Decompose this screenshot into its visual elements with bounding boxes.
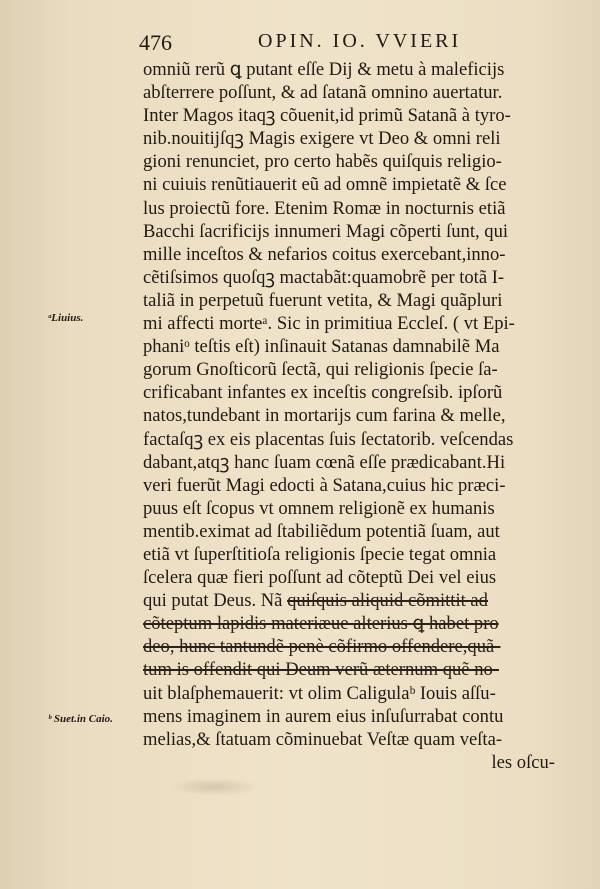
text-line: taliã in perpetuũ fuerunt vetita, & Magi quãpluri (143, 289, 503, 311)
text-line: mentib.eximat ad ſtabiliẽdum potentiã ſuam, aut (143, 520, 500, 542)
text-line: phaniᵒ teſtis eſt) inſinauit Satanas damnabilẽ Ma (143, 336, 500, 358)
text-line: natos,tundebant in mortarijs cum farina & melle, (143, 405, 506, 427)
text-line: omniũ rerũ ꝗ putant eſſe Dij & metu à maleficijs (143, 59, 505, 80)
text-line-struck (143, 635, 573, 658)
catchword-line: les oſcu- (491, 751, 555, 773)
text-line-struck (143, 612, 573, 635)
text-line: ni cuiuis renũtiauerit eũ ad omnẽ impietatẽ & ſce (143, 174, 507, 196)
ink-smudge (170, 778, 260, 796)
line-prefix: qui putat Deus. Nã (143, 590, 288, 612)
text-line: lus proiectũ fore. Etenim Romæ in nocturnis etiã (143, 197, 506, 219)
text-line: factaſqꝫ ex eis placentas ſuis ſectatorib. veſcendas (143, 428, 514, 450)
text-line: puus eſt ſcopus vt omnem religionẽ ex humanis (143, 497, 495, 519)
text-body (143, 58, 573, 774)
struck-text: quiſquis aliquid cõmittit ad (287, 590, 488, 612)
page-header (0, 26, 600, 56)
text-line-partly-struck (143, 589, 573, 612)
running-head: OPIN. IO. VVIERI (258, 30, 462, 52)
text-line: mi affecti morteᵃ. Sic in primitiua Eccleſ. ( vt Epi- (143, 313, 515, 335)
text-line: gorum Gnoſticorũ ſectã, qui religionis ſpecie ſa- (143, 359, 498, 381)
text-line: mille inceſtos & nefarios coitus exercebant,inno- (143, 243, 506, 265)
struck-text: tum is offendit qui Deum verũ æternum quẽ no- (143, 659, 499, 681)
text-line: Inter Magos itaqꝫ cõuenit,id primũ Satanã à tyro- (143, 105, 511, 127)
struck-text: deo, hunc tantundẽ penè cõfirmo offendere,quã- (143, 636, 501, 658)
text-line: veri fuerũt Magi edocti à Satana,cuius hic præci- (143, 474, 506, 496)
text-line: dabant,atqꝫ hanc ſuam cœnã eſſe prædicabant.Hi (143, 451, 506, 473)
text-line: cẽtiſsimos quoſqꝫ mactabãt:quamobrẽ per totã I- (143, 266, 505, 288)
text-line: mens imaginem in aurem eius inſuſurrabat contu (143, 705, 504, 727)
struck-text: cõteptum lapidis materiæue alterius ꝗ habet pro (143, 613, 499, 635)
text-line: Bacchi ſacrificijs innumeri Magi cõperti ſunt, qui (143, 220, 509, 242)
text-line: ſcelera quæ fieri poſſunt ad cõteptũ Dei vel eius (143, 567, 497, 589)
page-number: 476 (139, 30, 172, 55)
margin-note-suetonius: ᵇ Suet.in Caio. (48, 713, 113, 725)
margin-note-livius: ᵃLiuius. (48, 312, 84, 324)
text-line: crificabant infantes ex inceſtis congreſsib. ipſorũ (143, 382, 503, 404)
text-line: abſterrere poſſunt, & ad ſatanã omnino auertatur. (143, 82, 503, 104)
text-line: etiã vt ſuperſtitioſa religionis ſpecie tegat omnia (143, 543, 497, 565)
text-line-struck (143, 658, 573, 681)
text-line: uit blaſphemauerit: vt olim Caligulaᵇ Iouis aſſu- (143, 682, 496, 704)
text-line: nib.nouitijſqꝫ Magis exigere vt Deo & omni reli (143, 128, 501, 150)
text-line: gioni renunciet, pro certo habẽs quiſquis religio- (143, 151, 502, 173)
text-line: melias,& ſtatuam cõminuebat Veſtæ quam veſta- (143, 728, 503, 750)
